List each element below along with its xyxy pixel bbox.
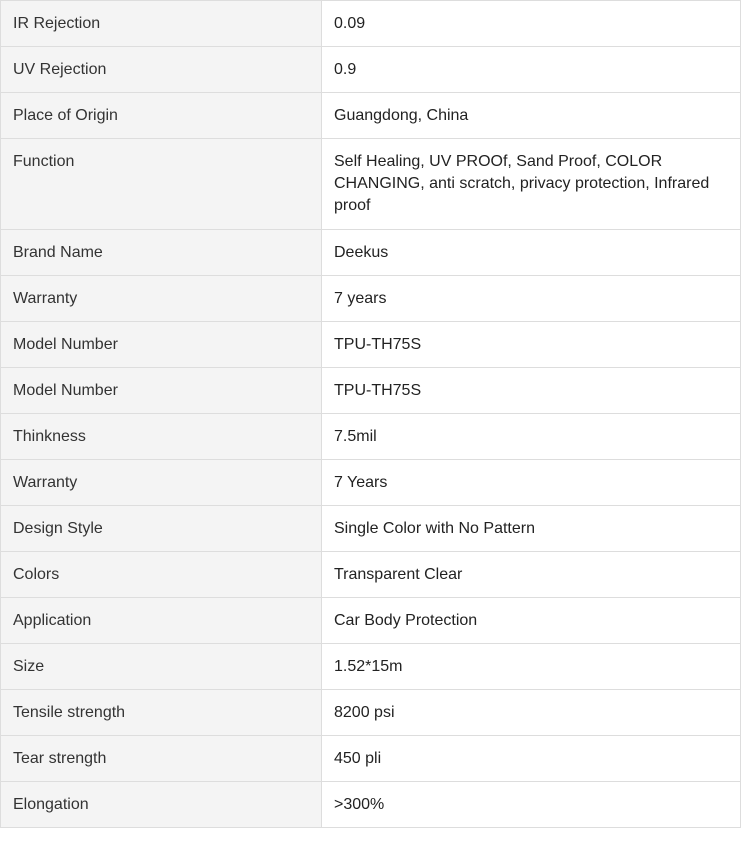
specifications-table-body <box>1 1 741 828</box>
table-row <box>1 276 741 322</box>
spec-label: Size <box>1 644 322 690</box>
spec-label: Colors <box>1 552 322 598</box>
table-row <box>1 506 741 552</box>
spec-label: Thinkness <box>1 414 322 460</box>
spec-label: Warranty <box>1 460 322 506</box>
spec-label: Tear strength <box>1 736 322 782</box>
table-row <box>1 414 741 460</box>
table-row <box>1 598 741 644</box>
table-row <box>1 460 741 506</box>
table-row <box>1 1 741 47</box>
table-row <box>1 322 741 368</box>
spec-value: Car Body Protection <box>322 598 741 644</box>
spec-label: Tensile strength <box>1 690 322 736</box>
spec-value: TPU-TH75S <box>322 322 741 368</box>
spec-label: Model Number <box>1 322 322 368</box>
spec-label: Elongation <box>1 782 322 828</box>
spec-value: 7 years <box>322 276 741 322</box>
spec-label: Function <box>1 139 322 230</box>
spec-value: Transparent Clear <box>322 552 741 598</box>
spec-value: Guangdong, China <box>322 93 741 139</box>
table-row <box>1 782 741 828</box>
spec-label: Place of Origin <box>1 93 322 139</box>
spec-value: 8200 psi <box>322 690 741 736</box>
table-row <box>1 93 741 139</box>
table-row <box>1 47 741 93</box>
spec-value: 7.5mil <box>322 414 741 460</box>
table-row <box>1 736 741 782</box>
table-row <box>1 644 741 690</box>
spec-value: 0.9 <box>322 47 741 93</box>
table-row <box>1 690 741 736</box>
spec-value: Deekus <box>322 230 741 276</box>
spec-label: Design Style <box>1 506 322 552</box>
spec-label: IR Rejection <box>1 1 322 47</box>
spec-value: Single Color with No Pattern <box>322 506 741 552</box>
spec-value: Self Healing, UV PROOf, Sand Proof, COLOR CHANGING, anti scratch, privacy protection, Infrared proof <box>322 139 741 230</box>
table-row <box>1 139 741 230</box>
spec-value: 0.09 <box>322 1 741 47</box>
spec-label: Brand Name <box>1 230 322 276</box>
spec-label: UV Rejection <box>1 47 322 93</box>
table-row <box>1 552 741 598</box>
spec-value: 1.52*15m <box>322 644 741 690</box>
spec-value: 7 Years <box>322 460 741 506</box>
spec-value: TPU-TH75S <box>322 368 741 414</box>
spec-value: 450 pli <box>322 736 741 782</box>
table-row <box>1 230 741 276</box>
spec-label: Application <box>1 598 322 644</box>
spec-value: >300% <box>322 782 741 828</box>
table-row <box>1 368 741 414</box>
spec-label: Warranty <box>1 276 322 322</box>
spec-label: Model Number <box>1 368 322 414</box>
